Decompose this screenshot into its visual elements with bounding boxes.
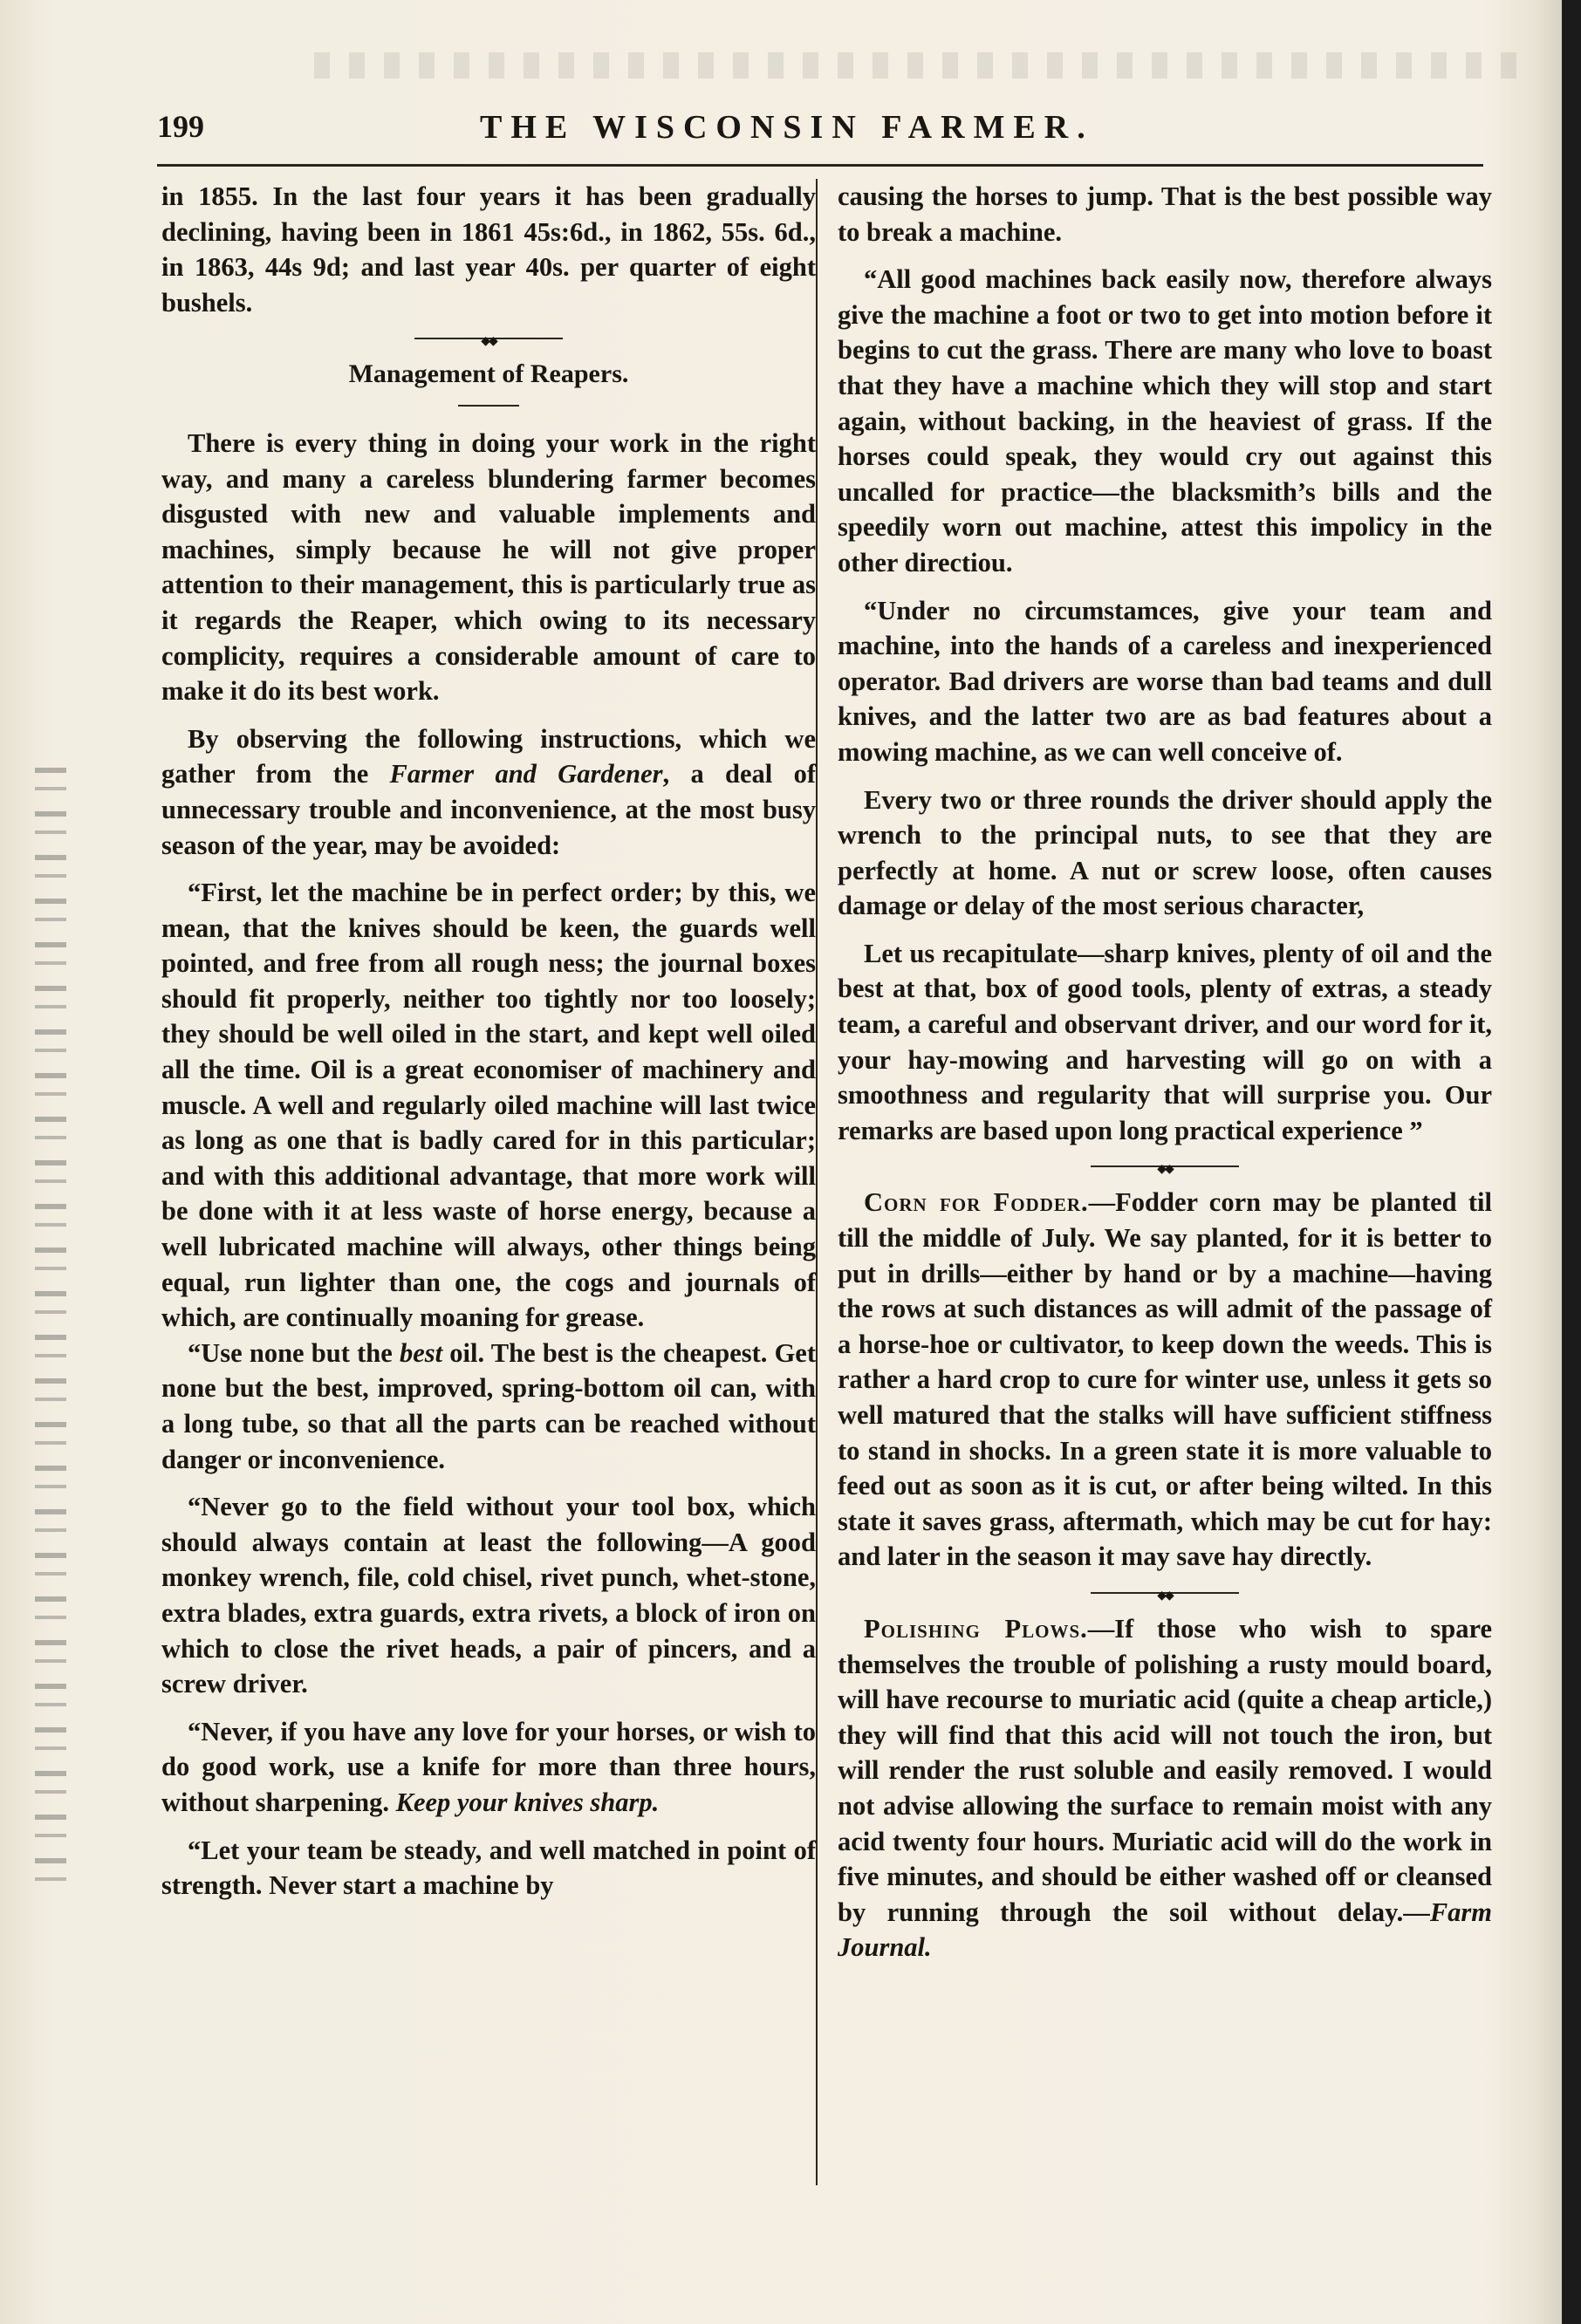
paragraph: “Let your team be steady, and well matched in point of strength. Never start a machine by xyxy=(161,1835,816,1901)
section-divider xyxy=(1091,1160,1239,1172)
corn-heading: Corn for Fodder. xyxy=(864,1187,1089,1218)
running-header xyxy=(157,108,1479,161)
header-rule xyxy=(157,164,1483,167)
paragraph: “Under no circumstamces, give your team and machine, into the hands of a careless and inexperienced operator. Bad drivers are worse than bad teams and dull knives, and the latter two are as bad features about a mowing machine, as we can well conceive of. xyxy=(838,595,1492,767)
page-number: 199 xyxy=(157,109,204,144)
column-rule xyxy=(816,179,818,2185)
paragraph: Let us recapitulate—sharp knives, plenty of oil and the best at that, box of good tools, plenty of extras, a steady team, a careful and observant driver, and our word for it, your hay-mowing and harvesting will go on with a smoothness and regularity that will surprise you. Our remarks are based upon long practical experience ” xyxy=(838,938,1492,1145)
paragraph: “First, let the machine be in perfect order; by this, we mean, that the knives should be keen, the guards well pointed, and free from all rough ness; the journal boxes should fit properly, neither too tightly nor too loosely; they should be well oiled in the start, and kept well oiled all the time. Oil is a great economiser of machinery and muscle. A well and regularly oiled machine will last twice as long as one that is badly cared for in this particular; and with this additional advantage, that more work will be done with it at less waste of horse energy, because a well lubricated machine will always, other things being equal, run lighter than one, the cogs and journals of which, are continually moaning for grease. xyxy=(161,878,816,1333)
paragraph: “All good machines back easily now, therefore always give the machine a foot or two to get into motion before it begins to cut the grass. There are many who love to boast that they have a machine which they will stop and start again, without backing, in the heaviest of grass. If the horses could speak, they would cry out against this uncalled for practice—the blacksmith’s bills and the speedily worn out machine, attest this impolicy in the other directiou. xyxy=(838,264,1492,578)
show-through-texture xyxy=(314,52,1536,79)
section-divider xyxy=(414,332,563,345)
journal-title: THE WISCONSIN FARMER. xyxy=(480,109,1094,146)
paragraph: Every two or three rounds the driver should apply the wrench to the principal nuts, to see that they are perfectly at home. A nut or screw loose, often causes damage or delay of the most serious character, xyxy=(838,784,1492,921)
continued-paragraph: causing the horses to jump. That is the best possible way to break a machine. xyxy=(838,181,1492,247)
article-title: Management of Reapers. xyxy=(348,359,629,389)
plows-heading: Polishing Plows. xyxy=(864,1613,1088,1644)
corn-paragraph: Corn for Fodder.—Fodder corn may be planted til till the middle of July. We say planted, for it is better to put in drills—either by hand or by a machine—having the rows at such distances as will admit of the passage of a horse-hoe or cultivator, to keep down the weeds. This is rather a hard crop to cure for winter use, unless it gets so well matured that the stalks will have sufficient stiffness to stand in shocks. In a green state it is more valuable to feed out as soon as it is cut, or after being wilted. In this state it saves grass, aftermath, which may be cut for hay: and later in the season it may save hay directly. xyxy=(838,1187,1492,1572)
plows-paragraph: Polishing Plows.—If those who wish to spare themselves the trouble of polishing a rusty mould board, will have recourse to muriatic acid (quite a cheap article,) they will find that this acid will not touch the iron, but will render the rust soluble and easily removed. I would not advise allowing the surface to remain moist with any acid twenty four hours. Muriatic acid will do the work in five minutes, and should be either washed off or cleansed by running through the soil without delay.—Farm Journal. xyxy=(838,1613,1493,1963)
paragraph: There is every thing in doing your work in the right way, and many a careless blundering farmer becomes disgusted with new and valuable implements and machines, simply because he will not give proper attention to their management, this is particularly true as it regards the Reaper, which owing to its necessary complicity, requires a considerable amount of care to make it do its best work. xyxy=(161,427,816,707)
source-credit: Farm Journal. xyxy=(838,1897,1492,1963)
binding-edge-marks xyxy=(35,768,66,1902)
paragraph: “Never go to the field without your tool box, which should always contain at least the following—A good monkey wrench, file, cold chisel, rivet punch, whet-stone, extra blades, extra guards, extra rivets, a block of iron on which to close the rivet heads, a pair of pincers, and a screw driver. xyxy=(161,1492,816,1699)
continued-paragraph: in 1855. In the last four years it has been gradually declining, having been in 1861 45s:6d., in 1862, 55s. 6d., in 1863, 44s 9d; and last year 40s. per quarter of eight bushels. xyxy=(161,181,816,318)
paragraph: By observing the following instructions, which we gather from the Farmer and Gardener, a deal of unnecessary trouble and inconvenience, at the most busy season of the year, may be avoided: xyxy=(161,723,816,860)
right-column xyxy=(838,179,1492,1965)
left-column xyxy=(161,179,816,1904)
paragraph: “Use none but the best oil. The best is the cheapest. Get none but the best, improved, spring-bottom oil can, with a long tube, so that all the parts can be reached without danger or inconvenience. xyxy=(161,1337,817,1474)
section-divider xyxy=(1091,1587,1239,1599)
title-rule xyxy=(458,405,519,407)
paragraph: “Never, if you have any love for your horses, or wish to do good work, use a knife for more than three hours, without sharpening. Keep your knives sharp. xyxy=(161,1716,816,1817)
